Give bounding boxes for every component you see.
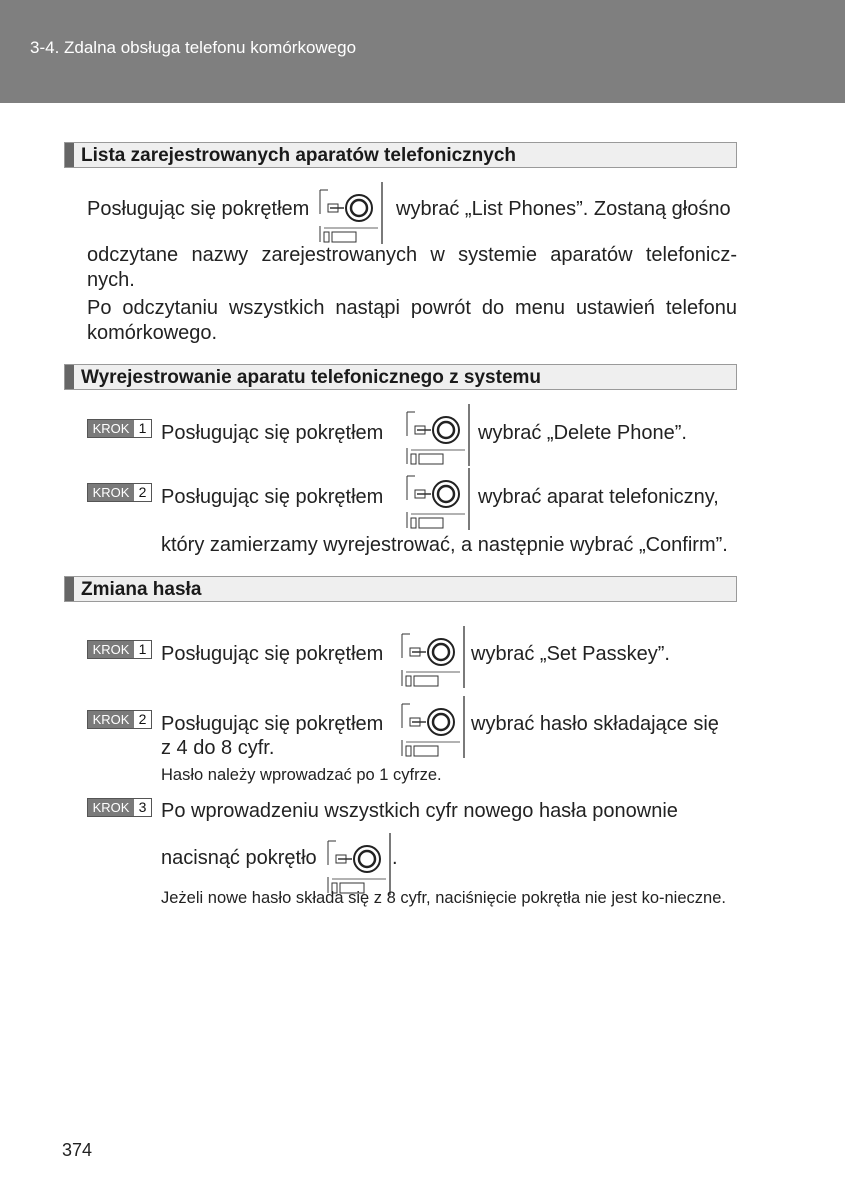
step-text-c: z 4 do 8 cyfr. bbox=[161, 737, 275, 759]
section-title: Zmiana hasła bbox=[81, 579, 202, 600]
tune-knob-icon bbox=[405, 402, 471, 468]
step-text-b: wybrać hasło składające się bbox=[471, 713, 719, 735]
step-badge bbox=[87, 640, 152, 659]
list-line-part-b: wybrać „List Phones”. Zostaną głośno bbox=[396, 198, 731, 220]
step-text-c: . bbox=[392, 847, 398, 869]
section-header-list-phones bbox=[64, 142, 737, 168]
step-text-b: wybrać „Set Passkey”. bbox=[471, 643, 670, 665]
step-text-b: wybrać „Delete Phone”. bbox=[478, 422, 687, 444]
tune-knob-icon bbox=[318, 180, 384, 246]
chapter-header-bar bbox=[0, 0, 845, 103]
step-badge-number: 3 bbox=[138, 799, 147, 815]
step-text-a: Posługując się pokrętłem bbox=[161, 643, 384, 665]
section-title: Wyrejestrowanie aparatu telefonicznego z systemu bbox=[81, 367, 542, 388]
step-text-a: Posługując się pokrętłem bbox=[161, 486, 384, 508]
section-header-unregister bbox=[64, 364, 737, 390]
step-badge bbox=[87, 798, 152, 817]
step-badge-number: 1 bbox=[138, 641, 147, 657]
tune-knob-icon bbox=[400, 694, 466, 760]
section-header-marker bbox=[65, 143, 74, 167]
step-badge-number: 1 bbox=[138, 420, 147, 436]
tune-knob-icon bbox=[405, 466, 471, 532]
step-badge-label: KROK bbox=[88, 484, 134, 501]
step-text-a: Po wprowadzeniu wszystkich cyfr nowego hasła ponownie bbox=[161, 800, 678, 822]
tune-knob-icon bbox=[400, 624, 466, 690]
step-badge bbox=[87, 483, 152, 502]
step-text-c: który zamierzamy wyrejestrować, a następnie wybrać „Confirm”. bbox=[161, 534, 728, 556]
step-text-a: Posługując się pokrętłem bbox=[161, 422, 384, 444]
step-badge-number: 2 bbox=[138, 711, 147, 727]
chapter-title: 3-4. Zdalna obsługa telefonu komórkowego bbox=[30, 38, 357, 57]
step-badge-label: KROK bbox=[88, 711, 134, 728]
page-number: 374 bbox=[62, 1140, 93, 1160]
list-paragraph-1: odczytane nazwy zarejestrowanych w systemie aparatów telefonicz-nych. bbox=[87, 244, 737, 291]
list-line-part-a: Posługując się pokrętłem bbox=[87, 198, 310, 220]
step-text-b: nacisnąć pokrętło bbox=[161, 847, 317, 869]
step-badge bbox=[87, 710, 152, 729]
step-badge bbox=[87, 419, 152, 438]
step-badge-label: KROK bbox=[88, 420, 134, 437]
step-text-b: wybrać aparat telefoniczny, bbox=[478, 486, 719, 508]
step-text-a: Posługując się pokrętłem bbox=[161, 713, 384, 735]
list-paragraph-2: Po odczytaniu wszystkich nastąpi powrót do menu ustawień telefonu komórkowego. bbox=[87, 297, 737, 344]
step-badge-number: 2 bbox=[138, 484, 147, 500]
section-header-marker bbox=[65, 577, 74, 601]
step-note: Jeżeli nowe hasło składa się z 8 cyfr, naciśnięcie pokrętła nie jest ko-nieczne. bbox=[161, 889, 726, 907]
section-header-passkey bbox=[64, 576, 737, 602]
step-badge-label: KROK bbox=[88, 641, 134, 658]
section-header-marker bbox=[65, 365, 74, 389]
step-badge-label: KROK bbox=[88, 799, 134, 816]
step-note: Hasło należy wprowadzać po 1 cyfrze. bbox=[161, 766, 442, 784]
section-title: Lista zarejestrowanych aparatów telefonicznych bbox=[81, 145, 517, 166]
